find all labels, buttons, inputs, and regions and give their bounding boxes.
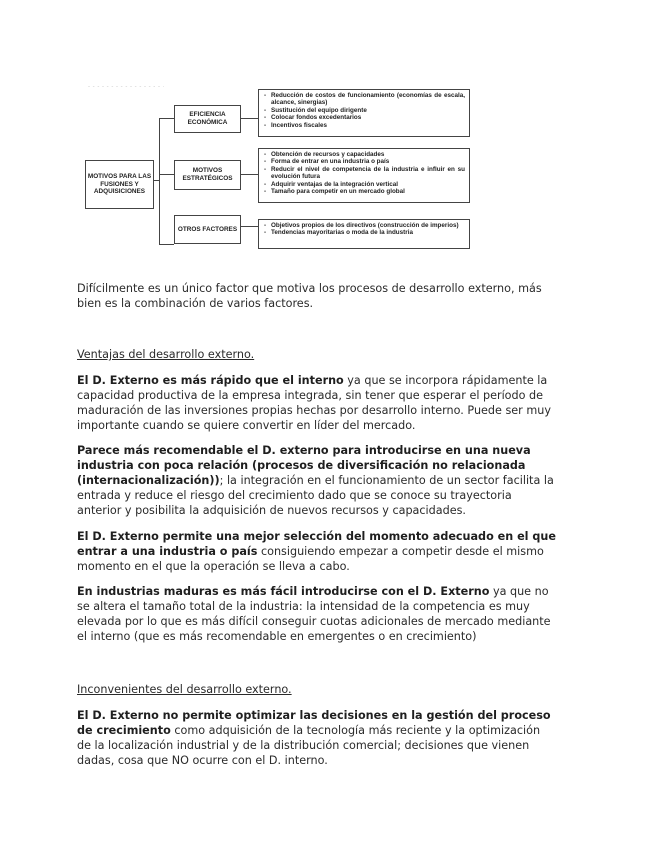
section-heading: Ventajas del desarrollo externo. (77, 348, 255, 361)
intro-paragraph: Difícilmente es un único factor que motiva los procesos de desarrollo externo, más bien es la combinación de varios factores. (77, 282, 542, 310)
connector-leaf-2 (241, 174, 258, 175)
category-label: MOTIVOS ESTRATÉGICOS (182, 167, 233, 182)
connector-branch-3 (159, 244, 174, 245)
list-item: - Colocar fondos excedentarios (264, 114, 362, 122)
root-box (85, 160, 154, 209)
inconveniente-paragraph-1: El D. Externo no permite optimizar las decisiones en la gestión del proceso de crecimiento como adquisición de la tecnología más reciente y la optimización de la localización industrial y de la distribución comercial; decisiones que vienen dadas, cosa que NO ocurre con el D. interno. (77, 709, 551, 767)
list-item: - Tendencias mayoritarias o moda de la industria (264, 229, 413, 237)
section-heading: Inconvenientes del desarrollo externo. (77, 683, 292, 696)
connector-trunk (159, 118, 160, 244)
category-box-eficiencia (174, 105, 241, 133)
list-item: - Obtención de recursos y capacidades (264, 151, 385, 158)
items-box-estrategicos (258, 148, 470, 203)
connector-leaf-3 (241, 226, 258, 227)
items-box-eficiencia (258, 89, 470, 137)
root-label: MOTIVOS PARA LAS FUSIONES Y ADQUISICIONES (87, 173, 152, 196)
connector-branch-2 (159, 174, 174, 175)
connector-branch-1 (159, 118, 174, 119)
ventaja-paragraph-4: En industrias maduras es más fácil introducirse con el D. Externo ya que no se altera el tamaño total de la industria: la intensidad de la competencia es muy elevada por lo que es más difícil conseguir cuotas adicionales de mercado mediante el interno (que es más recomendable en emergentes o en crecimiento) (77, 585, 551, 643)
ventajas-heading (77, 347, 557, 362)
motives-diagram (0, 0, 655, 260)
list-item: - Forma de entrar en una industria o país (264, 158, 390, 166)
ventaja-paragraph-2: Parece más recomendable el D. externo para introducirse en una nueva industria con poca relación (procesos de diversificación no relacionada (internacionalización)); la integración en el funcionamiento de un sector facilita la entrada y reduce el riesgo del crecimiento dado que se conoce su trayectoria anterior y posibilita la adquisición de nuevos recursos y capacidades. (77, 444, 554, 517)
list-item: - Reducir el nivel de competencia de la industria e influir en su evolución futura (264, 165, 465, 181)
list-item: - Sustitución del equipo dirigente (264, 106, 367, 114)
category-label: OTROS FACTORES (177, 225, 238, 233)
category-label: EFICIENCIA ECONÓMICA (187, 111, 228, 126)
connector-leaf-1 (241, 118, 258, 119)
list-item: - Adquirir ventajas de la integración vertical (264, 180, 399, 188)
faded-caption: - - - - - - - - - - - - - - - - · (88, 84, 166, 90)
list-item: - Tamaño para competir en un mercado global (264, 188, 405, 196)
list-item: - Objetivos propios de los directivos (construcción de imperios) (264, 222, 459, 229)
category-box-estrategicos (174, 160, 241, 190)
list-item: - Reducción de costos de funcionamiento (economías de escala, alcance, sinergias) (264, 92, 465, 107)
items-box-otros (258, 219, 470, 249)
inconvenientes-heading (77, 682, 557, 697)
list-item: - Incentivos fiscales (264, 121, 327, 129)
ventaja-paragraph-1: El D. Externo es más rápido que el interno ya que se incorpora rápidamente la capacidad productiva de la empresa integrada, sin tener que esperar el período de maduración de las inversiones propias hechas por desarrollo interno. Puede ser muy importante cuando se quiere convertir en líder del mercado. (77, 374, 551, 432)
category-box-otros (174, 215, 241, 244)
ventaja-paragraph-3: El D. Externo permite una mejor selección del momento adecuado en el que entrar a una industria o país consiguiendo empezar a competir desde el mismo momento en el que la operación se lleva a cabo. (77, 530, 556, 573)
